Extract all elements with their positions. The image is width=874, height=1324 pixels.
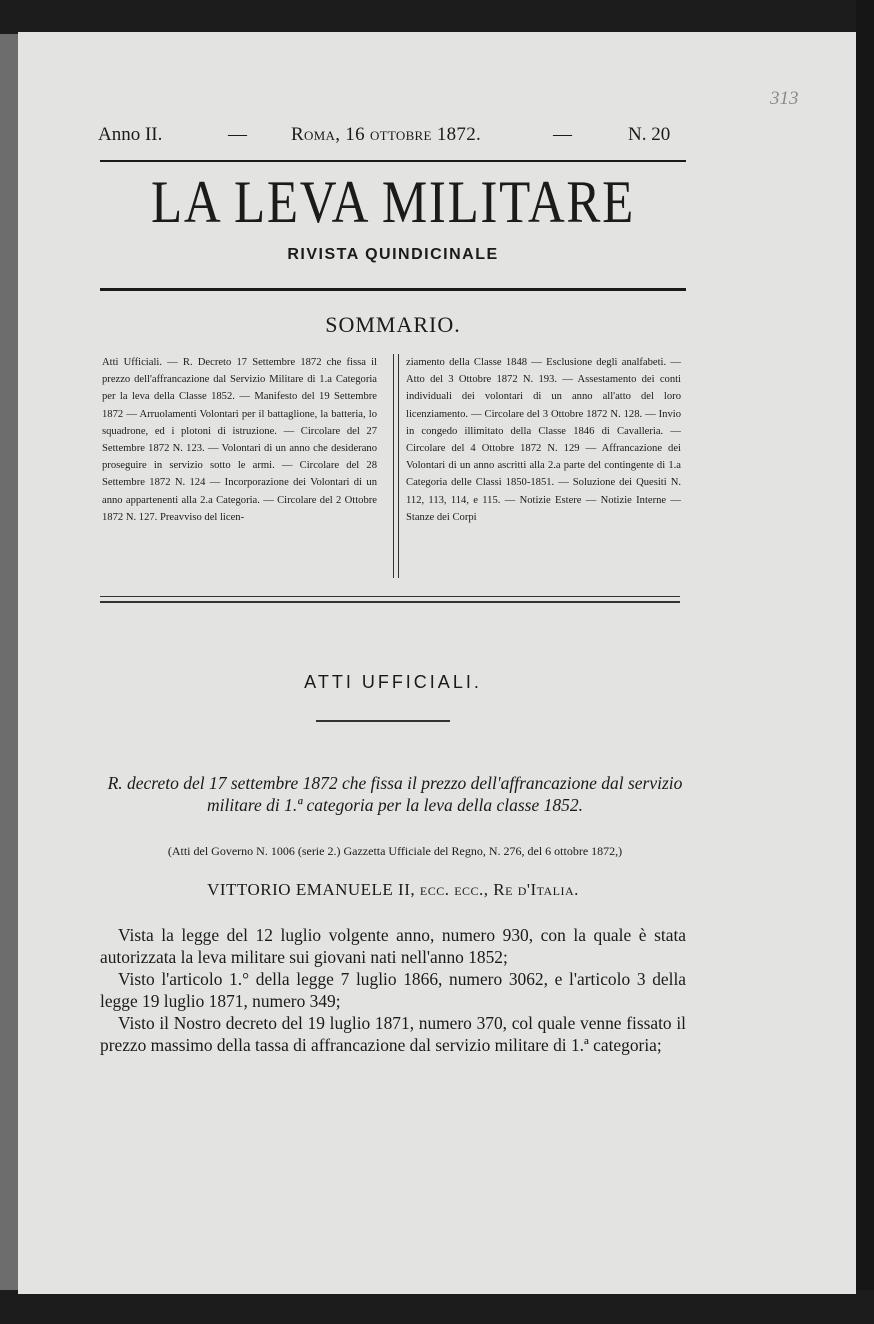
summary-left-column: Atti Ufficiali. — R. Decreto 17 Settembre 1872 che fissa il prezzo dell'affrancazione dal Servizio Militare di 1.a Categoria per la leva della Classe 1852. — Manifesto del 19 Settembre 1872 — Arruolamenti Volontari per il battaglione, la batteria, lo squadrone, ed i plotoni di istruzione. — Circolare del 27 Settembre 1872 N. 123. — Volontari di un anno che desiderano proseguire in servizio sotto le armi. — Circolare del 28 Settembre 1872 N. 124 — Incorporazione dei Volontari di un anno appartenenti alla 2.a Categoria. — Circolare del 2 Ottobre 1872 N. 127. Preavviso del licen- <box>102 357 377 523</box>
masthead-year: Anno II. <box>98 124 163 145</box>
decree-title: R. decreto del 17 settembre 1872 che fissa il prezzo dell'affrancazione dal servizio militare di 1.ª categoria per la leva della classe 1852. <box>107 773 683 815</box>
summary-right-column: ziamento della Classe 1848 — Esclusione degli analfabeti. — Atto del 3 Ottobre 1872 N. 193. — Assestamento dei conti individuali dei volontari di un anno all'atto del loro licenziamento. — Circolare del 3 Ottobre 1872 N. 128. — Invio in congedo illimitato della Classe 1846 di Cavalleria. — Circolare del 4 Ottobre 1872 N. 129 — Affrancazione dei Volontari di un anno ascritti alla 2.a parte del contingente di 1.a Categoria delle Classi 1850-1851. — Soluzione dei Quesiti N. 112, 113, 114, e 115. — Notizie Estere — Notizie Interne — Stanze dei Corpi <box>406 357 681 523</box>
masthead-dash: — <box>553 124 572 145</box>
journal-subtitle: RIVISTA QUINDICINALE <box>287 246 499 263</box>
masthead-dash: — <box>228 124 247 145</box>
journal-title: LA LEVA MILITARE <box>151 169 635 235</box>
body-paragraph: Visto l'articolo 1.° della legge 7 luglio 1866, numero 3062, e l'articolo 3 della legge 19 luglio 1871, numero 349; <box>100 969 686 1011</box>
rule-double <box>100 596 680 603</box>
column-divider <box>393 354 399 578</box>
scan-border-top <box>0 0 874 34</box>
section-title: ATTI UFFICIALI. <box>304 672 482 692</box>
masthead-date: Roma, 16 ottobre 1872. <box>291 124 482 145</box>
decree-body <box>100 924 686 1056</box>
section-rule <box>316 720 450 722</box>
document-page <box>18 32 856 1294</box>
rule-mid <box>100 288 686 291</box>
masthead-issue-number: N. 20 <box>628 124 671 145</box>
body-paragraph: Visto il Nostro decreto del 19 luglio 1871, numero 370, col quale venne fissato il prezzo massimo della tassa di affrancazione dal servizio militare di 1.ª categoria; <box>100 1013 686 1055</box>
source-note: (Atti del Governo N. 1006 (serie 2.) Gazzetta Ufficiale del Regno, N. 276, del 6 ottobre 1872,) <box>167 844 623 858</box>
scan-border-right <box>856 0 874 1324</box>
rule-top <box>100 160 686 162</box>
summary-heading: SOMMARIO. <box>325 312 461 337</box>
body-paragraph: Vista la legge del 12 luglio volgente anno, numero 930, con la quale è stata autorizzata la leva militare sui giovani nati nell'anno 1852; <box>100 925 686 967</box>
king-line: VITTORIO EMANUELE II, ecc. ecc., Re d'Italia. <box>207 880 579 899</box>
handwritten-page-number: 313 <box>770 88 799 109</box>
scan-border-bottom <box>0 1290 874 1324</box>
